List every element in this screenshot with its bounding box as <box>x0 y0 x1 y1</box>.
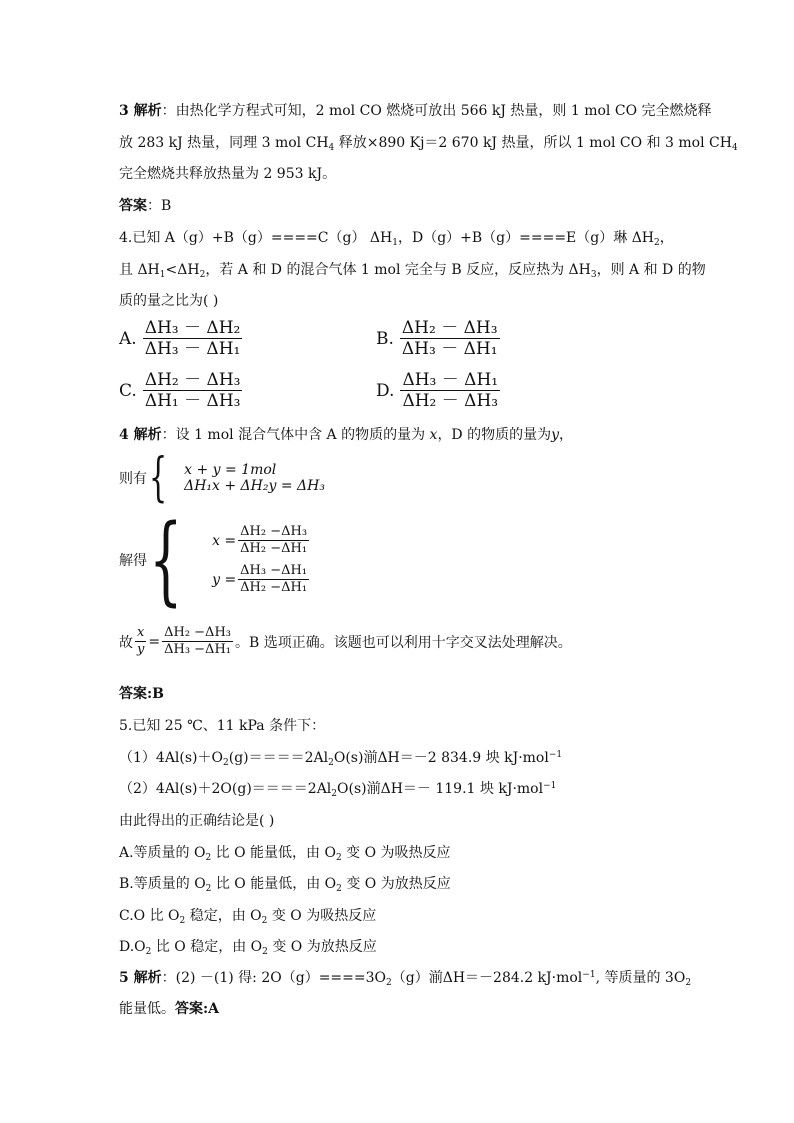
q4-analysis-label: 4 解析 <box>119 427 162 443</box>
subscript: 4 <box>328 143 335 153</box>
q4-option-a[interactable] <box>119 318 244 359</box>
q4-text1a: 4.已知 A（g）+B（g）====C（g） ΔH <box>119 230 393 246</box>
option-text: 变 O 为放热反应 <box>267 939 377 955</box>
solution-x-lhs: x = <box>212 532 237 549</box>
q4-option-c[interactable] <box>119 370 244 411</box>
q5-analysis-text-2: 能量低。 <box>119 1001 175 1017</box>
subscript: 2 <box>179 916 186 926</box>
q4-conclusion: 。B 选项正确。该题也可以利用十字交叉法处理解决。 <box>235 634 572 651</box>
option-label: D. <box>376 380 395 401</box>
option-label: C. <box>119 380 137 401</box>
ratio-fraction <box>135 625 146 658</box>
q4-answer-value: :B <box>147 686 165 702</box>
fraction-numerator: ΔH₂ −ΔH₃ <box>240 524 308 539</box>
ratio-line <box>119 625 572 658</box>
subscript: 2 <box>223 758 229 768</box>
q5-eq1-text-a: （1）4Al(s)＋O <box>119 750 223 766</box>
option-text: 变 O 为放热反应 <box>341 876 451 892</box>
subscript: 3 <box>590 270 597 280</box>
option-text: 比 O 能量低，由 O <box>211 845 336 861</box>
solution-x <box>212 524 311 557</box>
solution-system <box>119 504 311 616</box>
q5-eq2-text-b: O(s)湔ΔH＝－ 119.1 坱 kJ·mol <box>337 781 544 797</box>
q4-text2b: <ΔH <box>165 262 200 278</box>
left-brace: { <box>149 448 168 508</box>
q5-option-a[interactable] <box>119 843 451 863</box>
q5-answer-value: :A <box>203 1001 220 1017</box>
q5-option-c[interactable] <box>119 906 376 926</box>
option-text: D.O <box>119 939 146 955</box>
q4-stem-line1: 4.已知 A（g）+B（g）====C（g） $\Delta H_1$，D（g）+B（g）====E（g）琳 $\Delta H_2$， <box>119 230 674 248</box>
subscript: 2 <box>262 947 268 957</box>
q3-analysis-label: 3 解析 <box>119 103 162 119</box>
subscript: 1 <box>392 238 398 248</box>
q5-answer-label: 答案 <box>175 1001 203 1017</box>
option-text: 变 O 为吸热反应 <box>341 845 451 861</box>
superscript: −1 <box>548 750 563 760</box>
fraction-denominator: ΔH₁ － ΔH₃ <box>144 391 241 411</box>
q4-option-d[interactable] <box>376 370 502 411</box>
solution-y <box>212 563 311 596</box>
option-fraction <box>400 318 500 359</box>
equation-1: x + y = 1mol <box>184 462 277 478</box>
fraction-denominator: y <box>137 642 145 657</box>
solution-y-fraction <box>238 563 309 596</box>
q3-analysis-text1: ：由热化学方程式可知，2 mol CO 燃烧可放出 566 kJ 热量，则 1 mol CO 完全燃烧释 <box>161 103 712 119</box>
q4-answer <box>119 684 164 704</box>
variable-y: y <box>551 427 560 443</box>
subscript: 2 <box>328 758 334 768</box>
q4-stem-line3: 质的量之比为( ) <box>119 293 219 309</box>
subscript: 1 <box>159 270 166 280</box>
subscript: 2 <box>205 853 212 863</box>
fraction-denominator: ΔH₃ −ΔH₁ <box>164 642 231 657</box>
fraction-numerator: ΔH₃ −ΔH₁ <box>240 563 308 578</box>
solution-list <box>212 524 311 596</box>
subscript: 2 <box>145 947 152 957</box>
subscript: 2 <box>261 916 268 926</box>
q3-answer <box>119 196 171 216</box>
fraction-numerator: ΔH₃ － ΔH₂ <box>144 318 241 338</box>
q5-analysis-line2 <box>119 999 219 1019</box>
subscript: 2 <box>331 789 338 799</box>
equation-system <box>119 448 325 508</box>
variable-x: x <box>429 427 438 443</box>
q4-answer-label: 答案 <box>119 686 147 702</box>
fraction-numerator: ΔH₂ － ΔH₃ <box>144 370 241 390</box>
fraction-denominator: ΔH₂ － ΔH₃ <box>402 391 499 411</box>
option-fraction <box>400 370 500 411</box>
q5-option-b[interactable] <box>119 874 451 894</box>
fraction-numerator: ΔH₂ −ΔH₃ <box>164 625 231 640</box>
subscript: 2 <box>685 978 692 988</box>
option-text: 比 O 能量低，由 O <box>211 876 337 892</box>
q4-text1b: ，D（g）+B（g）====E（g）琳 ΔH <box>397 230 655 246</box>
q5-option-d[interactable] <box>119 937 377 957</box>
superscript: −1 <box>543 781 557 791</box>
subscript: 2 <box>336 853 342 863</box>
therefore-label: 故 <box>119 634 133 651</box>
q3-analysis-line2 <box>119 133 738 153</box>
q5-stem-line2: 由此得出的正确结论是( ) <box>119 813 275 829</box>
q5-analysis-text-b: （g）湔ΔH＝－284.2 kJ·mol <box>391 970 583 986</box>
option-text: C.O 比 O <box>119 908 180 924</box>
equation-list <box>184 462 325 494</box>
fraction-denominator: ΔH₂ −ΔH₁ <box>240 541 308 556</box>
q5-equation-1 <box>119 748 562 768</box>
then-label: 则有 <box>119 471 147 487</box>
q5-analysis-text-a: ：(2) －(1) 得: 2O（g）====3O <box>161 970 387 986</box>
q4-text2a: 且 ΔH <box>119 262 160 278</box>
fraction-numerator: x <box>137 625 145 640</box>
q4-text2c: ，若 A 和 D 的混合气体 1 mol 完全与 B 反应，反应热为 ΔH <box>205 262 591 278</box>
option-label: B. <box>376 328 394 349</box>
q4-text2d: ，则 A 和 D 的物 <box>596 262 706 278</box>
equation-2: ΔH₁x + ΔH₂y = ΔH₃ <box>184 478 325 494</box>
superscript: −1 <box>582 970 596 980</box>
q3-answer-value: ：B <box>147 198 172 214</box>
solve-label: 解得 <box>119 553 147 569</box>
fraction-denominator: ΔH₃ － ΔH₁ <box>144 339 241 359</box>
solution-y-lhs: y = <box>212 571 237 588</box>
subscript: 4 <box>731 143 738 153</box>
option-text: A.等质量的 O <box>119 845 206 861</box>
fraction-denominator: ΔH₂ −ΔH₁ <box>240 580 308 595</box>
subscript: 2 <box>199 270 206 280</box>
q4-stem-line2 <box>119 260 706 280</box>
equals-sign: = <box>148 633 161 650</box>
q4-analysis-text-a: ：设 1 mol 混合气体中含 A 的物质的量为 <box>161 427 430 443</box>
fraction-denominator: ΔH₃ － ΔH₁ <box>401 339 498 359</box>
option-text: 比 O 稳定，由 O <box>151 939 263 955</box>
q3-analysis-line1 <box>119 101 712 121</box>
q5-eq2-text-a: （2）4Al(s)＋2O(g)＝＝＝＝2Al <box>119 781 332 797</box>
fraction-numerator: ΔH₂ － ΔH₃ <box>401 318 498 338</box>
q4-analysis-text-b: ，D 的物质的量为 <box>437 427 552 443</box>
option-text: 稳定，由 O <box>185 908 262 924</box>
option-label: A. <box>119 328 137 349</box>
q5-eq1-text-c: O(s)湔ΔH＝－2 834.9 坱 kJ·mol <box>333 750 549 766</box>
q4-analysis-intro <box>119 425 573 445</box>
q3-analysis-text2a: 放 283 kJ 热量，同理 3 mol CH <box>119 135 329 151</box>
subscript: 2 <box>205 884 212 894</box>
left-brace: { <box>149 504 183 616</box>
subscript: 2 <box>386 978 392 988</box>
q5-stem-line1: 5.已知 25 ℃、11 kPa 条件下： <box>119 718 326 734</box>
fraction-numerator: ΔH₃ － ΔH₁ <box>402 370 499 390</box>
q4-option-b[interactable] <box>376 318 502 359</box>
q3-answer-label: 答案 <box>119 198 147 214</box>
subscript: 2 <box>654 238 660 248</box>
q3-analysis-text2b: 释放×890 Kj＝2 670 kJ 热量，所以 1 mol CO 和 3 mol CH <box>334 135 732 151</box>
ratio-result-fraction <box>162 625 233 658</box>
q5-analysis-text-c: , 等质量的 3O <box>595 970 686 986</box>
option-fraction <box>143 370 243 411</box>
subscript: 2 <box>336 884 342 894</box>
q3-analysis-line3: 完全燃烧共释放热量为 2 953 kJ。 <box>119 166 337 182</box>
q4-analysis-text-c: ， <box>559 427 574 443</box>
option-text: 变 O 为吸热反应 <box>267 908 377 924</box>
q5-equation-2 <box>119 779 556 799</box>
option-fraction <box>143 318 243 359</box>
q5-eq1-text-b: (g)＝＝＝＝2Al <box>228 750 329 766</box>
solution-x-fraction <box>238 524 309 557</box>
option-text: B.等质量的 O <box>119 876 206 892</box>
q5-analysis-label: 5 解析 <box>119 970 162 986</box>
q5-analysis-line1 <box>119 968 691 988</box>
